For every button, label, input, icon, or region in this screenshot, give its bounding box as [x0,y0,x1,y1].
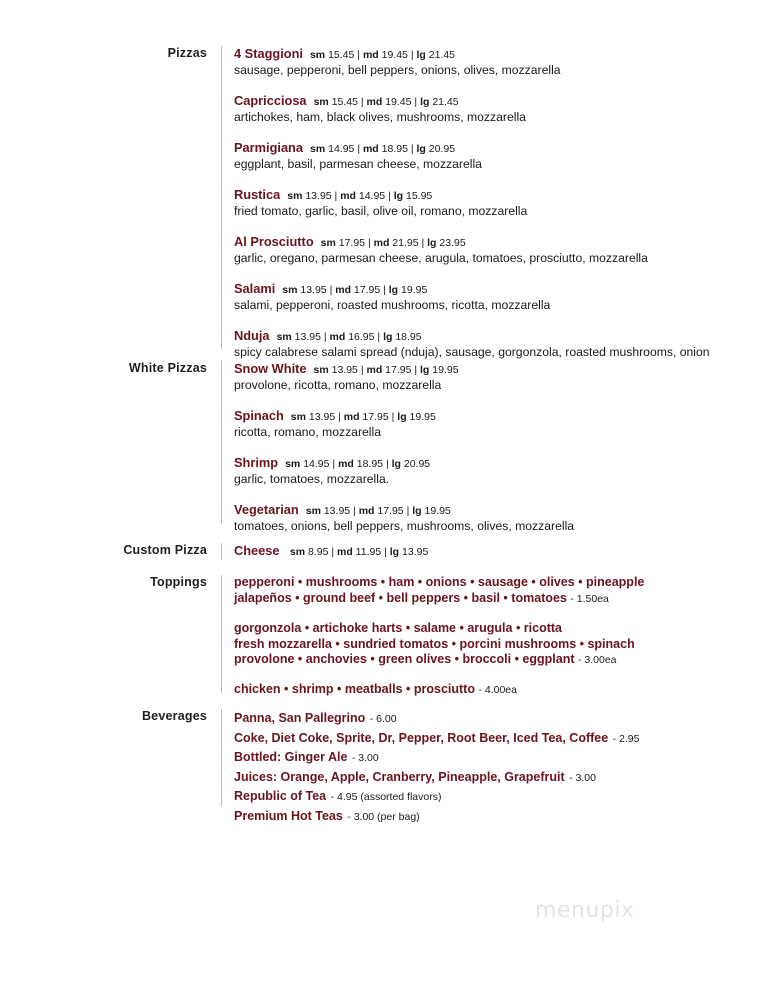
item-name: Salami [234,281,276,296]
beverage-price: - 3.00 [351,752,379,764]
item-description: salami, pepperoni, roasted mushrooms, ricotta, mozzarella [234,298,551,312]
item-prices: sm 17.95 | md 21.95 | lg 23.95 [320,237,466,249]
item-description: eggplant, basil, parmesan cheese, mozzarella [234,157,482,171]
item-description: garlic, oregano, parmesan cheese, arugula, tomatoes, prosciutto, mozzarella [234,251,648,265]
menu-item [234,281,754,313]
item-prices: sm 13.95 | md 17.95 | lg 19.95 [290,411,436,423]
toppings-line: provolone • anchovies • green olives • broccoli • eggplant - 3.00ea [234,652,617,666]
item-description: garlic, tomatoes, mozzarella. [234,472,390,486]
toppings-group [234,575,754,607]
beverage-name: Coke, Diet Coke, Sprite, Dr, Pepper, Root Beer, Iced Tea, Coffee [234,730,609,745]
item-name: Spinach [234,408,284,423]
item-name: Al Prosciutto [234,234,314,249]
menu-item [234,328,754,360]
item-prices: sm 13.95 | md 14.95 | lg 15.95 [287,190,433,202]
menu-item [234,93,754,125]
item-prices: sm 14.95 | md 18.95 | lg 20.95 [285,458,431,470]
toppings-line: jalapeños • ground beef • bell peppers • basil • tomatoes - 1.50ea [234,590,609,605]
divider-line [221,46,222,349]
divider-line [221,575,222,693]
item-description: ricotta, romano, mozzarella [234,425,381,439]
beverage-item [234,768,754,788]
watermark-logo: menupix [535,898,635,923]
beverage-item [234,787,754,807]
menu-item [234,455,754,487]
toppings-price: - 1.50ea [570,592,609,605]
item-name: Vegetarian [234,502,299,517]
item-name: 4 Staggioni [234,46,303,61]
beverage-name: Republic of Tea [234,789,327,803]
beverage-item [234,709,754,729]
beverage-name: Bottled: Ginger Ale [234,750,348,764]
toppings-line: chicken • shrimp • meatballs • prosciutto - 4.00ea [234,681,517,696]
divider-line [221,543,222,559]
menu-item [234,46,754,78]
menu-item [234,234,754,266]
beverage-name: Juices: Orange, Apple, Cranberry, Pineapple, Grapefruit [234,769,565,784]
beverage-name: Panna, San Pallegrino [234,711,366,725]
beverage-price: - 4.95 (assorted flavors) [330,791,442,803]
item-description: fried tomato, garlic, basil, olive oil, romano, mozzarella [234,204,528,218]
beverage-item [234,807,754,827]
category-label: Beverages [141,709,207,723]
category-label: White Pizzas [128,361,207,375]
divider-line [221,709,222,806]
menu-items [234,361,754,534]
beverages-list [234,709,754,826]
menu-item [234,187,754,219]
menu-item [234,543,754,560]
item-prices: sm 13.95 | md 17.95 | lg 19.95 [305,505,451,517]
category-label: Toppings [150,575,207,589]
menu-items [234,543,754,560]
toppings-line: gorgonzola • artichoke harts • salame • arugula • ricotta [234,621,563,635]
item-prices: sm 15.45 | md 19.45 | lg 21.45 [313,96,459,108]
menu-item [234,140,754,172]
beverage-price: - 2.95 [612,732,640,745]
beverage-name: Premium Hot Teas [234,808,343,823]
item-prices: sm 15.45 | md 19.45 | lg 21.45 [309,49,456,61]
item-name: Shrimp [234,455,279,470]
item-prices: sm 13.95 | md 16.95 | lg 18.95 [276,331,422,343]
category-label: Pizzas [167,46,207,60]
item-name: Parmigiana [234,140,303,155]
beverage-item [234,729,754,749]
menu-item [234,408,754,440]
item-name: Rustica [234,187,281,202]
item-description: sausage, pepperoni, bell peppers, onions, olives, mozzarella [234,63,561,77]
category-label: Custom Pizza [123,543,207,557]
item-prices: sm 8.95 | md 11.95 | lg 13.95 [289,546,429,558]
toppings-group [234,621,754,669]
beverage-price: - 6.00 [369,713,397,725]
toppings-price: - 4.00ea [478,683,517,696]
item-name: Snow White [234,361,307,376]
item-description: provolone, ricotta, romano, mozzarella [234,378,442,392]
menu-items [234,46,754,360]
item-prices: sm 13.95 | md 17.95 | lg 19.95 [313,364,459,376]
beverage-price: - 3.00 [569,771,596,784]
item-description: tomatoes, onions, bell peppers, mushrooms, olives, mozzarella [234,519,575,533]
toppings-list [234,575,754,698]
toppings-line: fresh mozzarella • sundried tomatos • porcini mushrooms • spinach [234,636,635,651]
beverage-item [234,748,754,768]
item-name: Cheese [234,543,280,558]
toppings-group [234,682,754,699]
item-description: artichokes, ham, black olives, mushrooms, mozzarella [234,110,526,124]
item-name: Nduja [234,328,270,343]
item-prices: sm 14.95 | md 18.95 | lg 20.95 [310,143,456,155]
divider-line [221,361,222,524]
item-name: Capricciosa [234,93,307,108]
toppings-price: - 3.00ea [577,654,617,666]
menu-item [234,361,754,393]
item-prices: sm 13.95 | md 17.95 | lg 19.95 [282,284,428,296]
beverage-price: - 3.00 (per bag) [347,810,420,823]
menu-item [234,502,754,534]
item-description: spicy calabrese salami spread (nduja), sausage, gorgonzola, roasted mushrooms, onion [234,345,710,359]
toppings-line: pepperoni • mushrooms • ham • onions • sausage • olives • pineapple [234,575,645,589]
